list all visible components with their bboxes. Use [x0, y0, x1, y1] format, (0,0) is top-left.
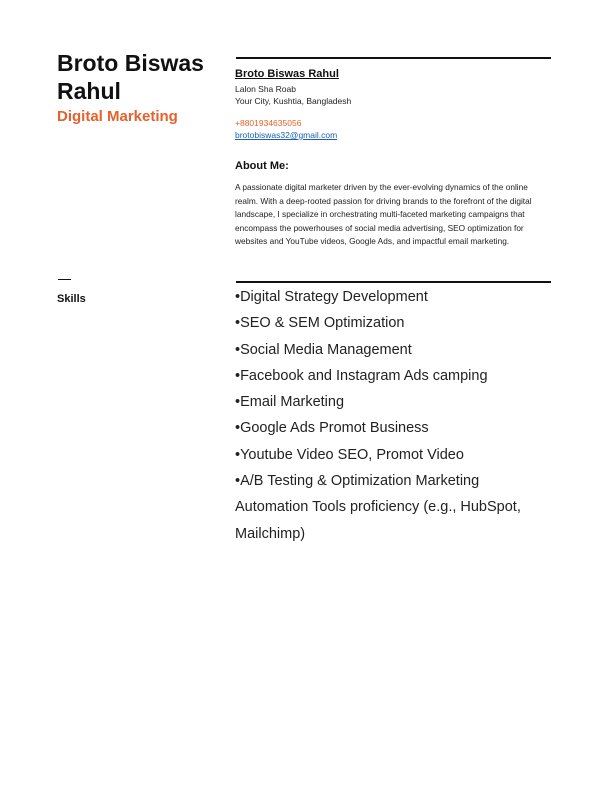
skill-item: •SEO & SEM Optimization — [235, 315, 405, 332]
phone-number: +8801934635056 — [235, 118, 302, 128]
about-heading: About Me: — [235, 160, 289, 172]
skill-item: •Facebook and Instagram Ads camping — [235, 367, 488, 384]
resume-role: Digital Marketing — [57, 108, 178, 125]
skill-item: •Digital Strategy Development — [235, 289, 428, 305]
email-link[interactable]: brotobiswas32@gmail.com — [235, 130, 338, 140]
about-text: A passionate digital marketer driven by the ever-evolving dynamics of the online realm. With a deep-rooted passion for driving brands to the forefront of the digital landscape, I specialize in orchestrating multi-faceted marketing campaigns that encompass the powerhouses of social media advertising, SEO optimization for websites and YouTube videos, Google Ads, and impactful email marketing. — [235, 182, 532, 247]
resume-name: Broto Biswas Rahul — [57, 50, 204, 104]
skills-section-label: Skills — [57, 293, 86, 305]
contact-name: Broto Biswas Rahul — [235, 68, 339, 80]
address-line-1: Lalon Sha Roab — [235, 84, 296, 94]
skill-item: •A/B Testing & Optimization Marketing Automation Tools proficiency (e.g., HubSpot, Mailchimp) — [235, 473, 521, 542]
skill-item: •Social Media Management — [235, 341, 412, 358]
section-dash — [58, 279, 71, 280]
skill-item: •Google Ads Promot Business — [235, 420, 429, 437]
skill-item: •Email Marketing — [235, 394, 345, 411]
top-divider — [236, 57, 551, 59]
skills-list — [235, 284, 551, 547]
skills-divider — [236, 281, 551, 283]
address-line-2: Your City, Kushtia, Bangladesh — [235, 96, 352, 106]
skill-item: •Youtube Video SEO, Promot Video — [235, 446, 464, 463]
